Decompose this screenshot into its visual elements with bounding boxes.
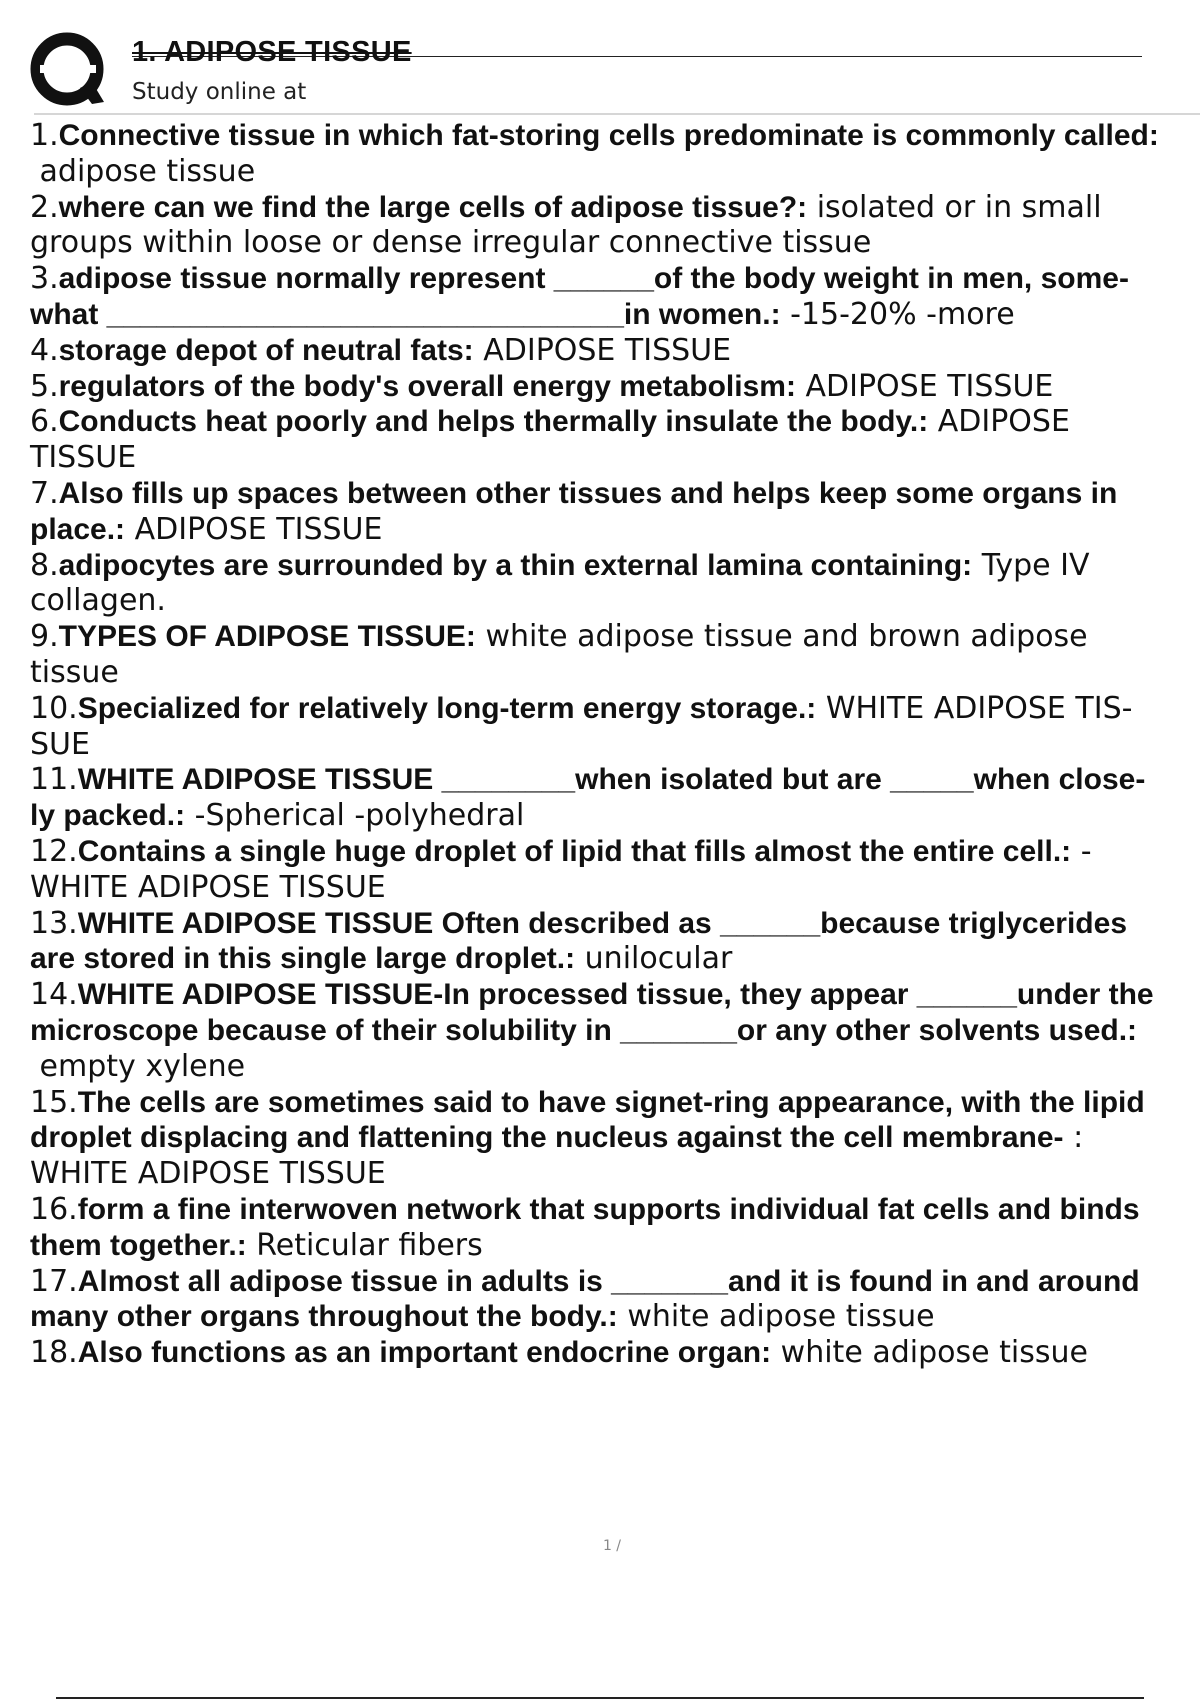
question-text: 10.Specialized for relatively long-term energy storage.:: [30, 690, 817, 726]
flashcard-item: [30, 369, 1170, 405]
answer-text: white adipose tissue: [627, 1299, 935, 1335]
flashcard-list: [30, 118, 1170, 1371]
flashcard-item: [30, 118, 1170, 190]
question-text: 1.Connective tissue in which fat-storing cells predominate is commonly called:: [30, 118, 1159, 153]
flashcard-item: [30, 1192, 1170, 1264]
question-number: 7.: [30, 475, 59, 511]
question-text: 3.adipose tissue normally represent ______of the body weight in men, some- what _______________________________in women.:: [30, 261, 1129, 331]
question-number: 8.: [30, 547, 59, 583]
question-text: 13.WHITE ADIPOSE TISSUE Often described as ______because triglycerides are stored in this single large droplet.:: [30, 905, 1128, 976]
answer-text: WHITE ADIPOSE TIS- SUE: [30, 690, 1133, 762]
question-number: 17.: [30, 1263, 78, 1299]
study-online-text: Study online at: [132, 79, 307, 105]
question-number: 2.: [30, 189, 59, 225]
answer-text: - WHITE ADIPOSE TISSUE: [30, 833, 1092, 905]
flashcard-item: [30, 333, 1170, 369]
question-number: 3.: [30, 261, 59, 297]
answer-text: adipose tissue: [39, 153, 256, 189]
question-text: 17.Almost all adipose tissue in adults is _______and it is found in and around many other organs throughout the body.:: [30, 1263, 1140, 1334]
question-number: 5.: [30, 368, 59, 404]
question-text: 7.Also fills up spaces between other tissues and helps keep some organs in place.:: [30, 475, 1118, 546]
page-title: 1. ADIPOSE TISSUE: [132, 36, 412, 68]
question-text: 5.regulators of the body's overall energy metabolism:: [30, 368, 796, 404]
answer-text: empty xylene: [39, 1048, 246, 1084]
flashcard-item: [30, 190, 1170, 262]
question-text: 12.Contains a single huge droplet of lipid that fills almost the entire cell.:: [30, 833, 1072, 869]
footer-divider: [56, 1697, 1144, 1699]
question-text: 14.WHITE ADIPOSE TISSUE-In processed tissue, they appear ______under the microscope because of their solubility in _______or any other solvents used.:: [30, 977, 1154, 1047]
question-text: 16.form a fine interwoven network that supports individual fat cells and binds them together.:: [30, 1191, 1140, 1262]
answer-text: -Spherical -polyhedral: [194, 798, 525, 834]
question-number: 4.: [30, 332, 59, 368]
answer-text: ADIPOSE TISSUE: [805, 368, 1054, 404]
question-number: 12.: [30, 833, 78, 869]
flashcard-item: [30, 1335, 1170, 1371]
flashcard-item: [30, 404, 1170, 476]
question-text: 4.storage depot of neutral fats:: [30, 332, 474, 368]
answer-text: ADIPOSE TISSUE: [483, 332, 732, 368]
question-text: 15.The cells are sometimes said to have signet-ring appearance, with the lipid droplet displacing and flattening the nucleus against the cell membrane-: [30, 1084, 1145, 1155]
question-number: 16.: [30, 1191, 78, 1227]
question-text: 2.where can we find the large cells of adipose tissue?:: [30, 189, 808, 225]
flashcard-item: [30, 619, 1170, 691]
answer-text: Reticular fibers: [256, 1227, 483, 1263]
header-divider: [34, 113, 1200, 115]
answer-text: ADIPOSE TISSUE: [134, 511, 383, 547]
question-number: 10.: [30, 690, 78, 726]
question-text: 8.adipocytes are surrounded by a thin external lamina containing:: [30, 547, 973, 583]
flashcard-item: [30, 261, 1170, 333]
flashcard-item: [30, 906, 1170, 978]
question-number: 1.: [30, 118, 59, 153]
answer-text: Type IV collagen.: [30, 547, 1090, 619]
flashcard-item: [30, 834, 1170, 906]
question-text: 18.Also functions as an important endocrine organ:: [30, 1335, 772, 1371]
question-number: 9.: [30, 619, 59, 655]
answer-text: ADIPOSE TISSUE: [30, 404, 1070, 476]
answer-text: isolated or in small groups within loose or dense irregular connective tissue: [30, 189, 1102, 261]
question-text: 6.Conducts heat poorly and helps thermally insulate the body.:: [30, 404, 929, 440]
flashcard-item: [30, 691, 1170, 763]
question-number: 14.: [30, 977, 78, 1013]
flashcard-item: [30, 476, 1170, 548]
question-number: 15.: [30, 1084, 78, 1120]
answer-text: -15-20% -more: [790, 296, 1015, 332]
question-number: 18.: [30, 1335, 78, 1371]
question-number: 13.: [30, 905, 78, 941]
flashcard-item: [30, 548, 1170, 620]
question-number: 6.: [30, 404, 59, 440]
answer-text: white adipose tissue and brown adipose tissue: [30, 619, 1088, 690]
flashcard-item: [30, 1264, 1170, 1336]
answer-text: white adipose tissue: [780, 1335, 1088, 1371]
document-header: [0, 0, 1200, 120]
question-number: 11.: [30, 762, 78, 798]
question-text: 11.WHITE ADIPOSE TISSUE ________when isolated but are _____when close- ly packed.:: [30, 762, 1146, 833]
question-text: 9.TYPES OF ADIPOSE TISSUE:: [30, 619, 476, 655]
quizlet-logo-icon: [30, 32, 110, 112]
answer-text: : WHITE ADIPOSE TISSUE: [30, 1120, 1084, 1192]
flashcard-item: [30, 762, 1170, 834]
page-number: 1 /: [602, 1538, 622, 1554]
answer-text: unilocular: [584, 941, 733, 977]
flashcard-item: [30, 977, 1170, 1084]
flashcard-item: [30, 1085, 1170, 1192]
